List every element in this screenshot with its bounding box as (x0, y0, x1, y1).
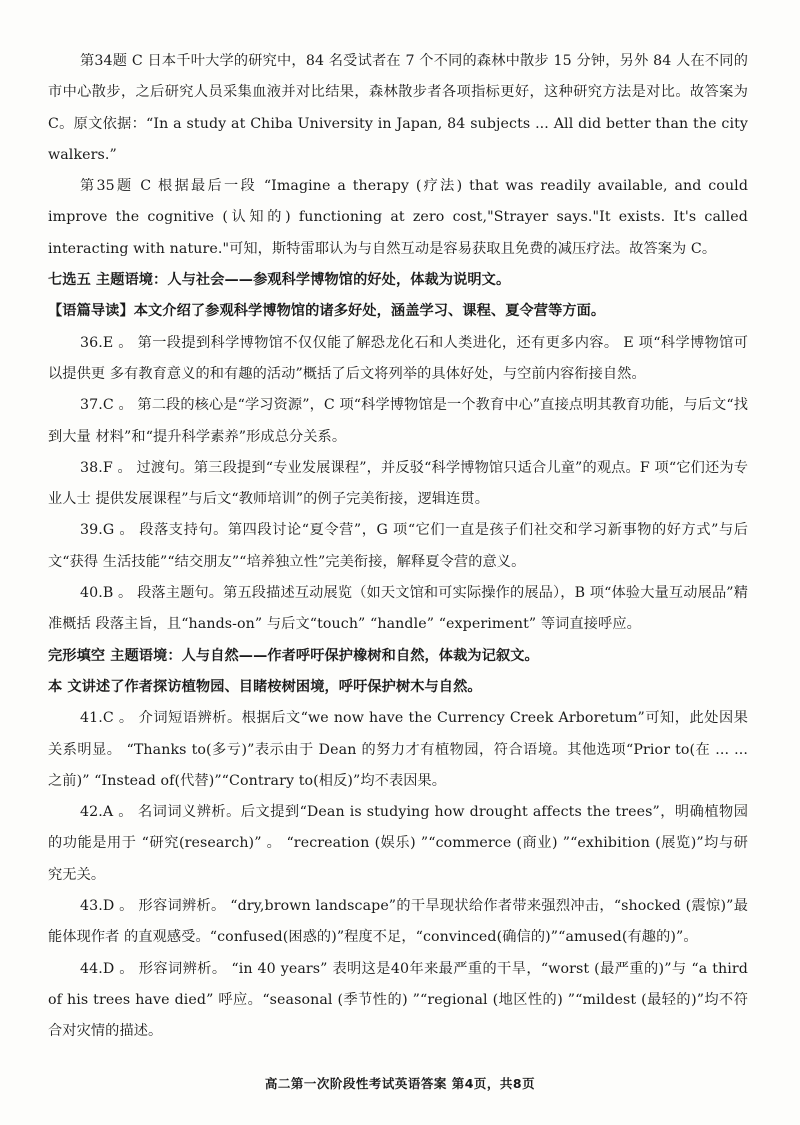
q43-explanation: 43.D 。 形容词辨析。 “dry,brown landscape”的干旱现状给作者带来强烈冲击，“shocked (震惊)”最能体现作者 的直观感受。“confused(困惑的)”程度不足，“convinced(确信的)”“amused(有趣的)”。 (48, 898, 748, 946)
q42-explanation: 42.A 。 名词词义辨析。后文提到“Dean is studying how drought affects the trees”，明确植物园的功能是用于 “研究(research)” 。 “recreation (娱乐) ”“commerce (商业) ”“exhibition (展览)”均与研究无关。 (48, 804, 748, 883)
q38-explanation: 38.F 。 过渡句。第三段提到“专业发展课程”，并反驳“科学博物馆只适合儿童”的观点。F 项“它们还为专业人士 提供发展课程”与后文“教师培训”的例子完美衔接，逻辑连贯。 (48, 459, 748, 508)
q36-explanation: 36.E 。 第一段提到科学博物馆不仅仅能了解恐龙化石和人类进化，还有更多内容。 E 项“科学博物馆可以提供更 多有教育意义的和有趣的活动”概括了后文将列举的具体好处，与空前内容衔接自然。 (48, 334, 748, 382)
q39-explanation: 39.G 。 段落支持句。第四段讨论“夏令营”，G 项“它们一直是孩子们社交和学习新事物的好方式”与后文“获得 生活技能”“结交朋友”“培养独立性”完美衔接，解释夏令营的意义。 (48, 522, 748, 570)
page-footer: 高二第一次阶段性考试英语答案 第4页，共8页 (264, 1076, 536, 1091)
q41-explanation: 41.C 。 介词短语辨析。根据后文“we now have the Currency Creek Arboretum”可知，此处因果关系明显。 “Thanks to(多亏)”表示由于 Dean 的努力才有植物园，符合语境。其他选项“Prior to(在 ... ... 之前)” “Instead of(代替)”“Contrary to(相反)”均不表因果。 (48, 710, 748, 789)
cloze-heading: 完形填空 主题语境：人与自然——作者呼吁保护橡树和自然，体裁为记叙文。 (48, 647, 539, 664)
q40-explanation: 40.B 。 段落主题句。第五段描述互动展览（如天文馆和可实际操作的展品），B 项“体验大量互动展品”精准概括 段落主旨，且“hands-on” 与后文“touch” “handle” “experiment” 等词直接呼应。 (48, 585, 748, 633)
cloze-summary: 本 文讲述了作者探访植物园、目睹桉树困境，呼吁保护树木与自然。 (48, 678, 482, 695)
q35-explanation: 第35题 C 根据最后一段 “Imagine a therapy (疗法) that was readily available, and could improve the cognitive (认知的) functioning at zero cost,"Strayer says."It exists. It's called interacting with nature."可知，斯特雷耶认为与自然互动是容易获取且免费的减压疗法。故答案为 C。 (48, 178, 748, 257)
q37-explanation: 37.C 。 第二段的核心是“学习资源”，C 项“科学博物馆是一个教育中心”直接点明其教育功能，与后文“找到大量 材料”和“提升科学素养”形成总分关系。 (48, 397, 748, 445)
q44-explanation: 44.D 。 形容词辨析。 “in 40 years” 表明这是40年来最严重的干旱，“worst (最严重的)”与 “a third of his trees have died” 呼应。“seasonal (季节性的) ”“regional (地区性的) ”“mildest (最轻的)”均不符合对灾情的描述。 (48, 960, 748, 1040)
seven-choose-five-heading: 七选五 主题语境：人与社会——参观科学博物馆的好处，体裁为说明文。 (48, 272, 511, 289)
answer-explanations (48, 46, 748, 1048)
passage-guide: 【语篇导读】本文介绍了参观科学博物馆的诸多好处，涵盖学习、课程、夏令营等方面。 (48, 303, 606, 320)
q34-explanation: 第34题 C 日本千叶大学的研究中，84 名受试者在 7 个不同的森林中散步 15 分钟，另外 84 人在不同的市中心散步，之后研究人员采集血液并对比结果，森林散步者各项指标更好，这种研究方法是对比。故答案为 C。原文依据：“In a study at Chiba University in Japan, 84 subjects ... All did better than the city walkers.” (48, 53, 748, 163)
